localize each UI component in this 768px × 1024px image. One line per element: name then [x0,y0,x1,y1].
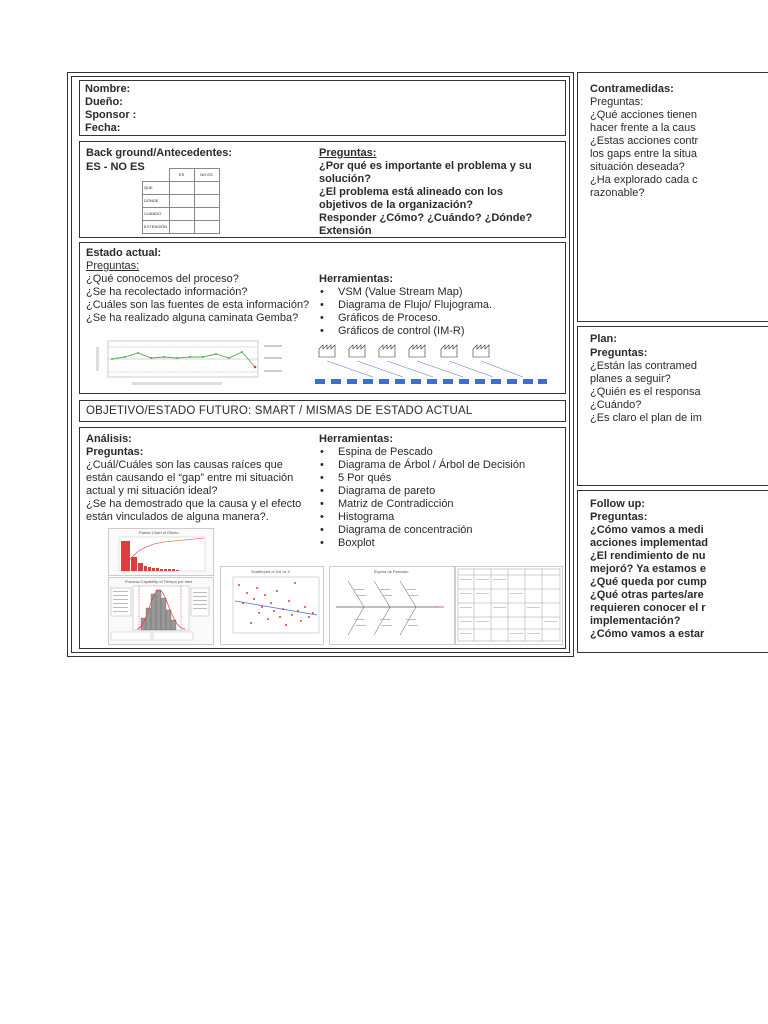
control-chart-thumbnail [92,339,288,389]
table-row-cuando: CUANDO [143,207,170,220]
histogram-thumbnail [108,577,214,645]
current-state-question: ¿Qué conocemos del proceso? [86,273,239,285]
objective-title: OBJETIVO/ESTADO FUTURO: SMART / MISMAS DE ESTADO ACTUAL [86,405,473,417]
header-date-label: Fecha: [85,122,121,134]
current-state-tools [319,286,492,338]
es-no-es-table [142,168,220,234]
followup-line: ¿El rendimiento de nu [590,550,706,562]
followup-line: ¿Qué otras partes/are [590,589,704,601]
analysis-title: Análisis: [86,433,132,445]
analysis-question: están causando el “gap” entre mi situación [86,472,294,484]
background-question: objetivos de la organización? [319,199,474,211]
background-question: Responder ¿Cómo? ¿Cuándo? ¿Dónde? [319,212,533,224]
countermeasures-line: hacer frente a la caus [590,122,696,134]
analysis-box [79,427,566,649]
current-state-questions [86,273,309,325]
plan-line: Preguntas: [590,347,648,359]
followup-line: ¿Qué queda por cump [590,576,707,588]
analysis-tool: • Histograma [319,511,525,524]
countermeasures-line: ¿Ha explorado cada c [590,174,698,186]
background-question: Extensión [319,225,372,237]
background-question: solución? [319,173,371,185]
scatterplot-title: Scatterplot of Vol vs X [251,569,291,574]
countermeasures-questions [590,96,698,200]
followup-line: requieren conocer el r [590,602,706,614]
countermeasures-panel [577,72,768,322]
countermeasures-line: ¿Estas acciones contr [590,135,699,147]
current-state-question: ¿Se ha realizado alguna caminata Gemba? [86,312,299,324]
histogram-title: Process Capability of Tiempo por mes [125,579,193,584]
followup-line: Preguntas: [590,511,648,523]
pareto-chart-thumbnail [108,528,214,576]
table-row-que: QUE [143,181,170,194]
followup-line: ¿Cómo vamos a medi [590,524,704,536]
current-state-tools-label: Herramientas: [319,273,393,285]
background-questions-label: Preguntas: [319,147,377,159]
current-state-question: ¿Cuáles son las fuentes de esta información? [86,299,310,311]
analysis-tool: • Matriz de Contradicción [319,498,525,511]
background-questions [319,160,532,238]
countermeasures-line: ¿Qué acciones tienen [590,109,698,121]
es-no-es-label: ES - NO ES [86,161,145,173]
background-question: ¿El problema está alineado con los [319,186,503,198]
plan-line: ¿Quién es el responsa [590,386,701,398]
objective-box [79,400,566,422]
current-state-title: Estado actual: [86,247,162,259]
table-header-no-es: NO ES [194,169,219,182]
header-box [79,80,566,136]
analysis-question: ¿Se ha demostrado que la causa y el efecto [86,498,302,510]
current-state-tool: • Diagrama de Flujo/ Flujograma. [319,299,492,312]
followup-panel [577,490,768,653]
header-name-label: Nombre: [85,83,131,95]
analysis-tools-label: Herramientas: [319,433,393,445]
background-question: ¿Por qué es importante el problema y su [319,160,532,172]
header-sponsor-label: Sponsor : [85,109,137,121]
background-box [79,141,566,238]
current-state-tool: • Gráficos de control (IM-R) [319,325,492,338]
scatterplot-thumbnail [220,566,324,645]
countermeasures-line: razonable? [590,187,645,199]
plan-questions [590,347,702,425]
header-owner-label: Dueño: [85,96,123,108]
current-state-tool: • VSM (Value Stream Map) [319,286,492,299]
countermeasures-line: situación deseada? [590,161,685,173]
plan-line: planes a seguir? [590,373,671,385]
current-state-tool: • Gráficos de Proceso. [319,312,492,325]
countermeasures-line: los gaps entre la situa [590,148,698,160]
table-row-extension: EXTENSIÓN [143,220,170,233]
countermeasures-title: Contramedidas: [590,83,674,95]
analysis-tool: • Diagrama de Árbol / Árbol de Decisión [319,459,525,472]
analysis-question: ¿Cuál/Cuáles son las causas raíces que [86,459,283,471]
background-title: Back ground/Antecedentes: [86,147,233,159]
plan-panel [577,326,768,486]
analysis-tool: • Diagrama de concentración [319,524,525,537]
plan-line: ¿Están las contramed [590,360,697,372]
analysis-question: están vinculados de alguna manera?. [86,511,269,523]
pareto-chart-title: Pareto Chart of Efecto [139,530,179,535]
followup-line: implementación? [590,615,681,627]
analysis-tool: • Diagrama de pareto [319,485,525,498]
current-state-questions-label: Preguntas: [86,260,140,272]
plan-line: ¿Cuándo? [590,399,642,411]
analysis-tool: • Boxplot [319,537,525,550]
analysis-tool: • 5 Por qués [319,472,525,485]
current-state-question: ¿Se ha recolectado información? [86,286,248,298]
followup-line: acciones implementad [590,537,708,549]
analysis-tools [319,446,525,550]
header-fields [85,83,136,135]
followup-questions [590,511,708,641]
analysis-question: actual y mi situación ideal? [86,485,218,497]
followup-line: mejoró? Ya estamos e [590,563,706,575]
plan-line: ¿Es claro el plan de im [590,412,702,424]
vsm-thumbnail [313,339,548,389]
followup-title: Follow up: [590,498,645,510]
analysis-questions [86,459,301,524]
analysis-tool: • Espina de Pescado [319,446,525,459]
analysis-questions-label: Preguntas: [86,446,144,458]
current-state-box [79,242,566,394]
matrix-table-thumbnail [455,566,563,645]
table-header-es: ES [169,169,194,182]
fishbone-thumbnail [329,566,455,645]
plan-title: Plan: [590,333,617,345]
table-row-donde: DÓNDE [143,194,170,207]
countermeasures-line: Preguntas: [590,96,644,108]
fishbone-title: Espina de Pescado [374,569,409,574]
followup-line: ¿Cómo vamos a estar [590,628,705,640]
